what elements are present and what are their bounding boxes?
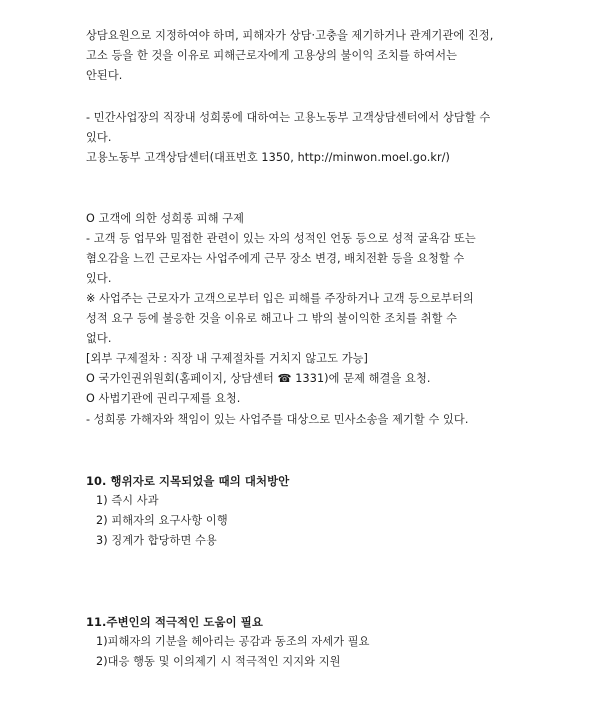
section-10-title: 10. 행위자로 지목되었을 때의 대처방안 (86, 474, 290, 488)
private-sector-line-1: - 민간사업장의 직장내 성희롱에 대하여는 고용노동부 고객상담센터에서 상담할 수 (86, 111, 491, 124)
external-procedure-title: [외부 구제절차 : 직장 내 구제절차를 거치지 않고도 가능] (86, 352, 369, 365)
section-10-item-3: 3) 징계가 합당하면 수용 (96, 534, 217, 547)
customer-relief-note-1: ※ 사업주는 근로자가 고객으로부터 입은 피해를 주장하거나 고객 등으로부터의 (86, 292, 474, 305)
intro-line-3: 안된다. (86, 69, 123, 82)
customer-relief-line-2: 혐오감을 느낀 근로자는 사업주에게 근무 장소 변경, 배치전환 등을 요청할 수 (86, 252, 465, 265)
section-11-title: 11.주변인의 적극적인 도움이 필요 (86, 615, 264, 629)
customer-relief-note-2: 성적 요구 등에 불응한 것을 이유로 해고나 그 밖의 불이익한 조치를 취할 수 (86, 312, 458, 325)
section-10-item-1: 1) 즉시 사과 (96, 494, 159, 507)
external-procedure-2: O 사법기관에 권리구제를 요청. (86, 392, 241, 405)
external-procedure-1: O 국가인권위원회(홈페이지, 상담센터 ☎ 1331)에 문제 해결을 요청. (86, 372, 431, 385)
private-sector-contact: 고용노동부 고객상담센터(대표번호 1350, http://minwon.moel.go.kr/) (86, 151, 450, 164)
customer-relief-note-3: 없다. (86, 332, 112, 345)
external-procedure-3: - 성희롱 가해자와 책임이 있는 사업주를 대상으로 민사소송을 제기할 수 있다. (86, 413, 469, 426)
customer-relief-heading: O 고객에 의한 성희롱 피해 구제 (86, 212, 245, 225)
intro-line-1: 상담요원으로 지정하여야 하며, 피해자가 상담·고충을 제기하거나 관계기관에 진정, (86, 29, 494, 42)
customer-relief-line-3: 있다. (86, 272, 112, 285)
customer-relief-line-1: - 고객 등 업무와 밀접한 관련이 있는 자의 성적인 언동 등으로 성적 굴욕감 또는 (86, 232, 476, 245)
section-11-item-2: 2)대응 행동 및 이의제기 시 적극적인 지지와 지원 (96, 655, 341, 668)
private-sector-line-2: 있다. (86, 131, 112, 144)
intro-line-2: 고소 등을 한 것을 이유로 피해근로자에게 고용상의 불이익 조치를 하여서는 (86, 49, 458, 62)
section-11-item-1: 1)피해자의 기분을 헤아리는 공감과 동조의 자세가 필요 (96, 635, 370, 648)
section-10-item-2: 2) 피해자의 요구사항 이행 (96, 514, 228, 527)
